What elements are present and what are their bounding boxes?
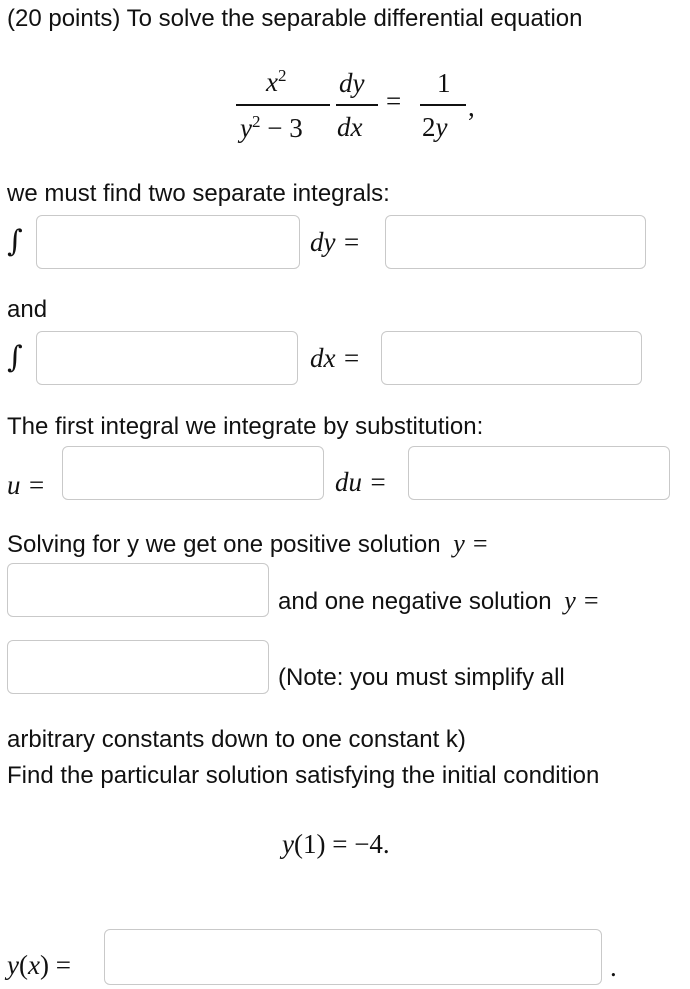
eq-denominator-2: dx [337, 112, 363, 142]
integral-dx-integrand-input[interactable] [36, 331, 298, 385]
integral-dy-integrand-input[interactable] [36, 215, 300, 269]
and-text: and [7, 296, 48, 323]
integral-dy-result-input[interactable] [385, 215, 646, 269]
final-period: . [610, 952, 617, 982]
intro-text: (20 points) To solve the separable differential equation [7, 5, 583, 32]
eq-equals: = [386, 86, 402, 116]
arbitrary-constants-text: arbitrary constants down to one constant k) [7, 726, 466, 753]
y-positive-input[interactable] [7, 563, 269, 617]
integral-dx-result-input[interactable] [381, 331, 642, 385]
separate-text: we must find two separate integrals: [7, 180, 390, 207]
eq-denominator-3: 2y [422, 112, 448, 142]
eq-numerator-2: dy [339, 68, 365, 98]
u-input[interactable] [62, 446, 324, 500]
substitution-text: The first integral we integrate by substitution: [7, 413, 484, 440]
y-negative-input[interactable] [7, 640, 269, 694]
yx-equals-label: y(x) = [7, 950, 71, 980]
solving-text: Solving for y we get one positive solution y = [7, 529, 489, 558]
du-equals-label: du = [335, 467, 387, 497]
integral-sign-icon: ∫ [7, 224, 23, 259]
dx-equals-label: dx = [310, 343, 361, 373]
eq-numerator-1: $x^2$ [266, 66, 287, 97]
particular-solution-text: Find the particular solution satisfying the initial condition [7, 762, 600, 789]
u-equals-label: u = [7, 470, 46, 500]
eq-comma: , [468, 92, 475, 122]
initial-condition: y(1) = −4. [282, 829, 390, 859]
y-particular-input[interactable] [104, 929, 602, 985]
eq-fraction-bar-3 [420, 104, 466, 106]
eq-denominator-1: $y^2 - 3$ [240, 112, 303, 143]
negative-text: and one negative solution y = [278, 586, 600, 615]
eq-fraction-bar-1 [236, 104, 330, 106]
eq-fraction-bar-2 [336, 104, 378, 106]
integral-sign-icon: ∫ [7, 340, 23, 375]
du-input[interactable] [408, 446, 670, 500]
note-text: (Note: you must simplify all [278, 664, 565, 691]
eq-numerator-3: 1 [437, 68, 451, 98]
dy-equals-label: dy = [310, 227, 361, 257]
